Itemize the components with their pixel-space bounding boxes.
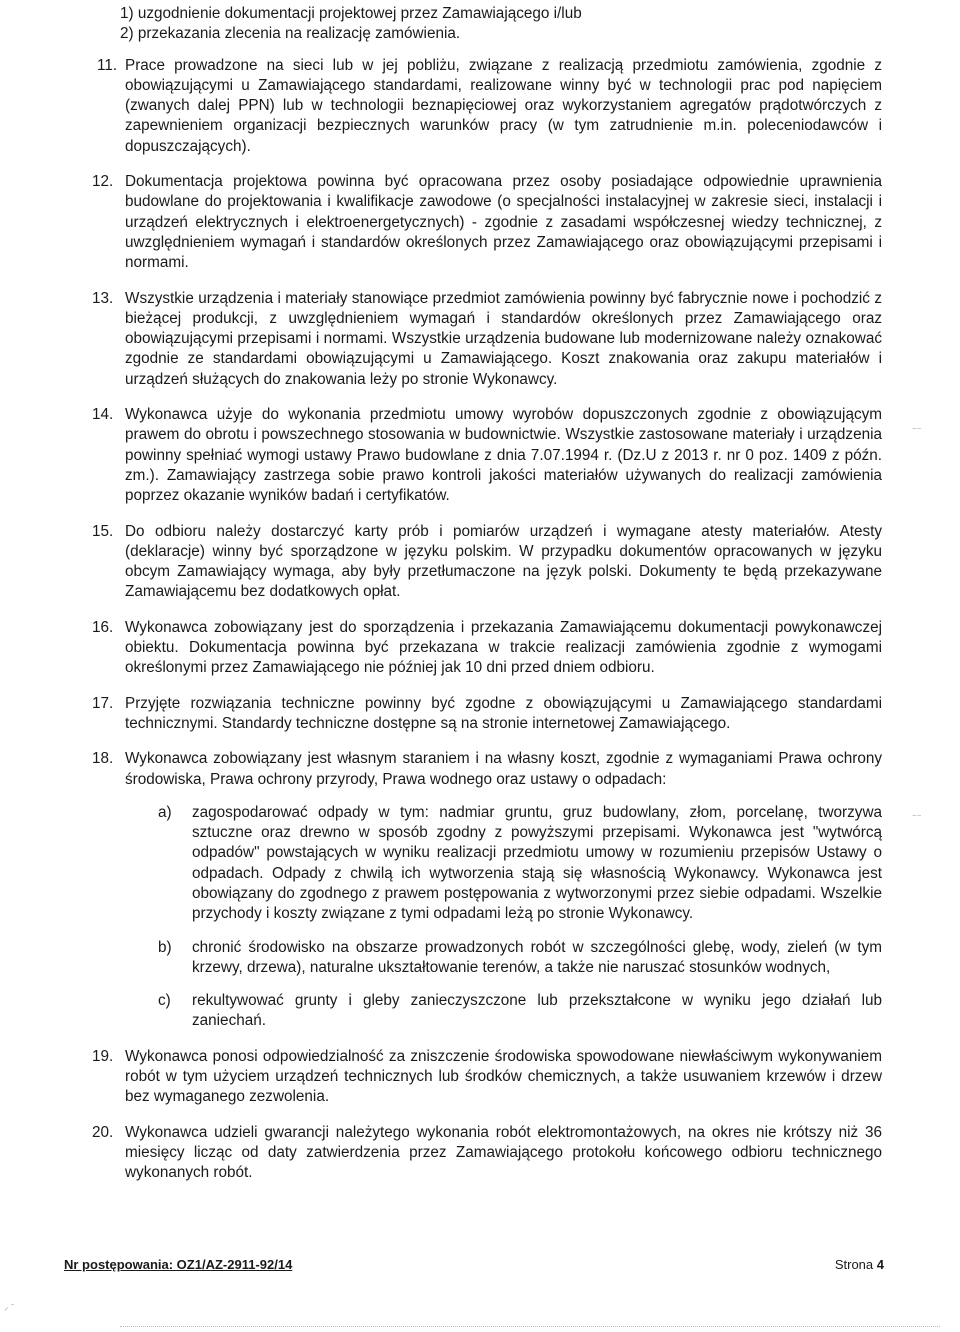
intro-list xyxy=(92,4,882,45)
intro-line-2: 2) przekazania zlecenia na realizację zamówienia. xyxy=(120,25,461,43)
clause-number: 13. xyxy=(92,289,114,307)
clause-number: 15. xyxy=(92,522,114,540)
subclause-text: rekultywować grunty i gleby zanieczyszczone lub przekształcone w wyniku jego działań lub zaniechań. xyxy=(192,992,882,1030)
clause-13 xyxy=(92,289,882,390)
intro-line-1: 1) uzgodnienie dokumentacji projektowej przez Zamawiającego i/lub xyxy=(120,5,582,22)
clause-text: Wykonawca ponosi odpowiedzialność za zniszczenie środowiska spowodowane niewłaściwym wykonywaniem robót w tym użyciem urządzeń technicznych lub środków chemicznych, a także usuwaniem krzewów i drzew bez wymaganego zezwolenia. xyxy=(125,1047,882,1106)
clause-number: 12. xyxy=(92,173,114,191)
clause-number: 14. xyxy=(92,406,114,424)
subclause-letter: a) xyxy=(158,803,172,821)
subclause-b xyxy=(125,938,882,979)
document-body xyxy=(92,4,882,1199)
page-indicator xyxy=(835,1257,884,1272)
clause-text: Do odbioru należy dostarczyć karty prób i pomiarów urządzeń i wymagane atesty materiałów. Atesty (deklaracje) winny być sporządzone w języku polskim. W przypadku dokumentów opracowanych w języku obcym Zamawiający wymaga, aby były przetłumaczone na język polski. Dokumenty te będą przekazywane Zamawiającemu bez dodatkowych opłat. xyxy=(125,522,882,601)
clause-number: 19. xyxy=(92,1047,114,1065)
clause-17 xyxy=(92,694,882,735)
clause-text: Wszystkie urządzenia i materiały stanowiące przedmiot zamówienia powinny być fabrycznie nowe i pochodzić z bieżącej produkcji, z uwzględnieniem wymagań i standardów określonych przez Zamawiającego oraz obowiązującymi przepisami i normami. Wszystkie urządzenia budowane lub modernizowane należy oznakować zgodnie ze standardami obowiązującymi u Zamawiającego. Koszt znakowania oraz zakupu materiałów i urządzeń służących do znakowania leży po stronie Wykonawcy. xyxy=(125,289,882,388)
scan-mark: ⁻⁻ xyxy=(912,812,922,822)
procedure-number: Nr postępowania: OZ1/AZ-2911-92/14 xyxy=(64,1257,293,1272)
clause-11 xyxy=(92,56,882,157)
scan-mark: ⸝ ⁻ xyxy=(4,1302,15,1312)
clause-20 xyxy=(92,1123,882,1184)
clause-text: Prace prowadzone na sieci lub w jej pobliżu, związane z realizacją przedmiotu zamówienia, zgodnie z obowiązującymi u Zamawiającego standardami, realizowane winny być w technologii prac pod napięciem (zwanych dalej PPN) lub w technologii beznapięciowej oraz wykorzystaniem agregatów prądotwórczych z zapewnieniem organizacji bezpiecznych warunków pracy (w tym zatrudnienie m.in. poleceniodawców i dopuszczających). xyxy=(125,56,882,155)
subclause-letter: b) xyxy=(158,938,172,956)
clause-text: Wykonawca zobowiązany jest do sporządzenia i przekazania Zamawiającemu dokumentacji powykonawczej obiektu. Dokumentacja powinna być przekazana w trakcie realizacji zamówienia zgodnie z wymogami określonymi przez Zamawiającego nie później jak 10 dni przed dniem odbioru. xyxy=(125,618,882,677)
clause-text: Wykonawca użyje do wykonania przedmiotu umowy wyrobów dopuszczonych zgodnie z obowiązującym prawem do obrotu i powszechnego stosowania w budownictwie. Wszystkie zastosowane materiały i urządzenia powinny spełniać wymogi ustawy Prawo budowlane z dnia 7.07.1994 r. (Dz.U z 2013 r. nr 0 poz. 1409 z późn. zm.). Zamawiający zastrzega sobie prawo kontroli jakości materiałów używanych do realizacji zamówienia poprzez okazanie wyników badań i certyfikatów. xyxy=(125,406,882,505)
clause-text: Wykonawca udzieli gwarancji należytego wykonania robót elektromontażowych, na okres nie krótszy niż 36 miesięcy licząc od daty zatwierdzenia przez Zamawiającego protokołu końcowego odbioru technicznego wykonanych robót. xyxy=(125,1123,882,1182)
subclause-letter: c) xyxy=(158,992,171,1010)
subclause-text: zagospodarować odpady w tym: nadmiar gruntu, gruz budowlany, złom, porcelanę, tworzywa sztuczne oraz drewno w sposób zgodny z powyższymi przepisami. Wykonawca jest "wytwórcą odpadów" powstających w wyniku realizacji przedmiotu umowy w rozumieniu przepisów Ustawy o odpadach. Odpady z chwilą ich wytworzenia stają się własnością Wykonawcy. Wykonawca jest obowiązany do zgodnego z prawem postępowania z wytworzonymi przez siebie odpadami. Wszelkie przychody i koszty związane z tymi odpadami leżą po stronie Wykonawcy. xyxy=(192,803,882,923)
clause-15 xyxy=(92,522,882,603)
clause-number: 17. xyxy=(92,694,114,712)
clause-19 xyxy=(92,1047,882,1108)
clause-16 xyxy=(92,618,882,679)
clause-14 xyxy=(92,405,882,506)
clause-18 xyxy=(92,749,882,1032)
page-footer xyxy=(64,1257,884,1279)
page-label: Strona xyxy=(834,1257,874,1272)
page-number: 4 xyxy=(876,1257,884,1272)
subclause-text: chronić środowisko na obszarze prowadzonych robót w szczególności glebę, wody, zieleń (w tym krzewy, drzewa), naturalne ukształtowanie terenów, a także nie naruszać stosunków wodnych, xyxy=(192,938,882,976)
subclause-c xyxy=(125,991,882,1032)
clause-number: 20. xyxy=(92,1123,114,1141)
clause-12 xyxy=(92,172,882,273)
clause-number: 18. xyxy=(92,750,114,768)
clause-text: Wykonawca zobowiązany jest własnym staraniem i na własny koszt, zgodnie z wymaganiami Prawa ochrony środowiska, Prawa ochrony przyrody, Prawa wodnego oraz ustawy o odpadach: xyxy=(125,750,882,788)
clause-number: 11. xyxy=(97,56,118,74)
scan-mark: ⁻⁻ xyxy=(912,425,922,435)
clause-text: Przyjęte rozwiązania techniczne powinny być zgodne z obowiązującymi u Zamawiającego standardami technicznymi. Standardy techniczne dostępne są na stronie internetowej Zamawiającego. xyxy=(125,694,882,732)
clause-text: Dokumentacja projektowa powinna być opracowana przez osoby posiadające odpowiednie uprawnienia budowlane do projektowania i kwalifikacje zawodowe (o specjalności instalacyjnej w zakresie sieci, instalacji i urządzeń elektrycznych i elektroenergetycznych) - zgodnie z zasadami współczesnej wiedzy technicznej, z uwzględnieniem wymagań i standardów określonych przez Zamawiającego oraz obowiązującymi przepisami i normami. xyxy=(125,173,882,272)
subclause-a xyxy=(125,803,882,925)
clause-number: 16. xyxy=(92,618,114,636)
scan-edge xyxy=(120,1326,940,1328)
